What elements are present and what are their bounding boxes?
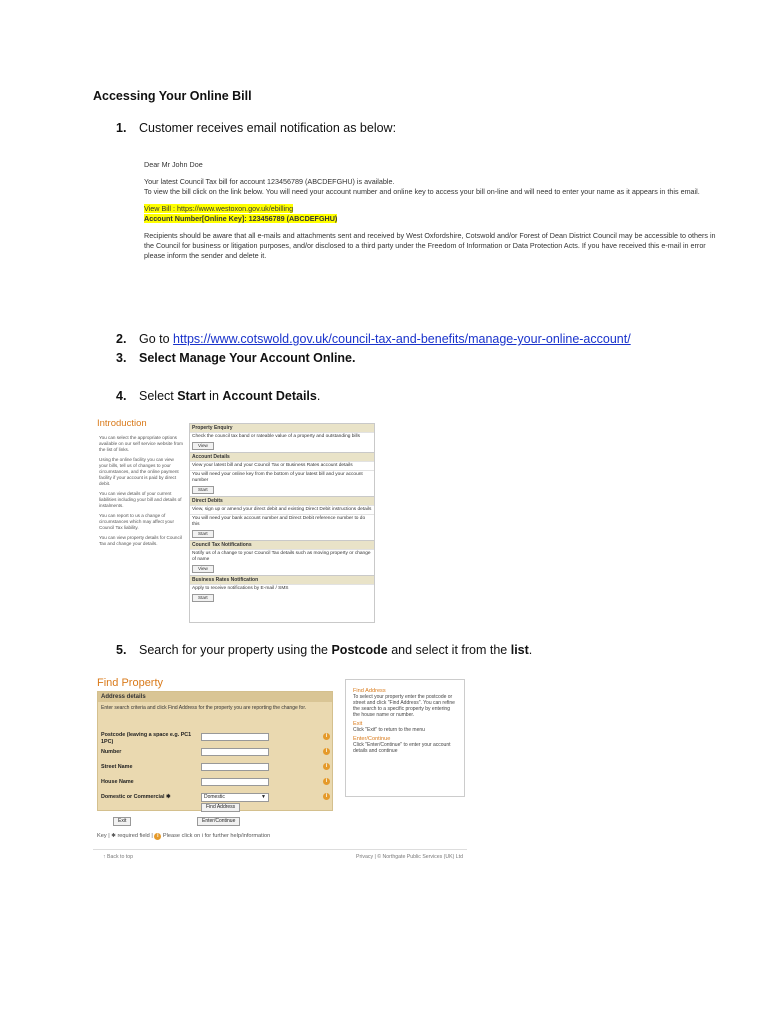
direct-debit-start-button[interactable]: Start: [192, 530, 214, 538]
step-4: [116, 389, 320, 403]
street-name-input[interactable]: [201, 763, 269, 771]
intro-text: [99, 435, 183, 551]
email-disclaimer: Recipients should be aware that all e-mails and attachments sent and received by West Oxfordshire, Cotswold and/or Forest of Dean District Council may be accessible to others in the Council for business or litigation purposes, and/or disclosed to a third party under the Freedom of Information or Data Protection Acts. If you have received this e-mail in error please inform the sender and delete it.: [144, 231, 716, 260]
chevron-down-icon: ▼: [261, 794, 266, 800]
footer: [93, 849, 467, 862]
house-name-input[interactable]: [201, 778, 269, 786]
email-notification: [144, 160, 716, 268]
step-1: [116, 121, 396, 135]
info-icon: i: [154, 833, 161, 840]
step-text: Search for your property using the: [139, 643, 332, 657]
exit-button[interactable]: Exit: [113, 817, 131, 826]
section-row: Apply to receive notifications by E-mail / SMS: [190, 584, 374, 593]
help-heading: Find Address: [353, 688, 386, 694]
key-legend: [97, 833, 270, 840]
page-title: Accessing Your Online Bill: [93, 89, 252, 103]
step-number: 4.: [116, 389, 127, 403]
section-heading: Council Tax Notifications: [190, 540, 374, 549]
intro-paragraph: You can report to us a change of circumstances which may affect your Council Tax liability.: [99, 513, 174, 530]
domestic-commercial-select[interactable]: [201, 793, 269, 802]
find-property-screenshot: [93, 673, 467, 863]
postcode-input[interactable]: [201, 733, 269, 741]
address-form: [97, 691, 333, 811]
section-heading: Property Enquiry: [190, 424, 374, 432]
help-heading: Enter/Continue: [353, 736, 391, 742]
email-view-bill: View Bill : https://www.westoxon.gov.uk/ebilling: [144, 204, 294, 213]
property-view-button[interactable]: View: [192, 442, 214, 450]
step-text: Select Manage Your Account Online.: [139, 351, 356, 365]
step-number: 1.: [116, 121, 127, 135]
step-bold: list: [510, 643, 529, 657]
find-address-button[interactable]: Find Address: [201, 803, 240, 812]
street-name-label: Street Name: [101, 764, 133, 770]
step-number: 3.: [116, 351, 127, 365]
step-text: in: [205, 389, 223, 403]
info-icon[interactable]: i: [323, 733, 330, 740]
step-2: [116, 332, 631, 346]
email-greeting: Dear Mr John Doe: [144, 160, 203, 169]
section-property-enquiry: [190, 424, 374, 452]
intro-title: Introduction: [97, 418, 147, 429]
step-text: .: [316, 389, 321, 403]
postcode-label: Postcode (leaving a space e.g. PC1 1PC): [101, 732, 192, 745]
section-council-tax-notifications: [190, 540, 374, 575]
intro-paragraph: You can select the appropriate options available on our self service website from the list of links.: [99, 435, 184, 452]
key-info-text: Please click on i for further help/information: [161, 833, 271, 839]
domestic-commercial-label: Domestic or Commercial ✱: [101, 794, 171, 800]
account-options-screenshot: [93, 415, 377, 623]
options-panel: [189, 423, 375, 623]
notifications-view-button[interactable]: View: [192, 565, 214, 573]
help-text: Click "Exit" to return to the menu: [353, 727, 425, 733]
select-value: Domestic: [204, 794, 225, 800]
intro-paragraph: You can view details of your current liabilities including your bill and details of instalments.: [99, 491, 182, 508]
step-number: 5.: [116, 643, 127, 657]
number-input[interactable]: [201, 748, 269, 756]
section-row: You will need your online key from the bottom of your latest bill and your account number: [190, 470, 374, 485]
step-bold: Account Details: [222, 389, 317, 403]
section-row: Check the council tax band or rateable value of a property and outstanding bills: [190, 432, 374, 441]
address-description: Enter search criteria and click Find Address for the property you are reporting the change for.: [101, 705, 307, 711]
section-row: Notify us of a change to your Council Tax details such as moving property or change of name: [190, 549, 374, 564]
help-text: Click "Enter/Continue" to enter your account details and continue: [353, 742, 451, 754]
intro-paragraph: Using the online facility you can view your bills, tell us of changes to your circumstances, and the online payment facility if your account is paid by direct debit.: [99, 457, 179, 486]
info-icon[interactable]: i: [323, 748, 330, 755]
step-text: Select: [139, 389, 178, 403]
enter-continue-button[interactable]: Enter/Continue: [197, 817, 240, 826]
back-to-top-link[interactable]: ↑ Back to top: [103, 854, 133, 860]
email-account-number: Account Number[Online Key]: 123456789 (ABCDEFGHU): [144, 214, 338, 223]
email-line-1: Your latest Council Tax bill for account 123456789 (ABCDEFGHU) is available.: [144, 177, 395, 186]
number-label: Number: [101, 749, 122, 755]
key-text: Key | ✱ required field |: [97, 833, 153, 839]
section-business-rates: [190, 575, 374, 604]
step-bold: Start: [177, 389, 206, 403]
intro-paragraph: You can view property details for Council Tax and change your details.: [99, 535, 182, 546]
section-row: You will need your bank account number and Direct Debit reference number to do this: [190, 514, 374, 529]
info-icon[interactable]: i: [323, 793, 330, 800]
section-direct-debits: [190, 496, 374, 540]
step-3: [116, 351, 355, 365]
find-property-title: Find Property: [97, 677, 164, 689]
section-heading: Account Details: [190, 452, 374, 461]
email-line-2: To view the bill click on the link below. You will need your account number and online key to access your bill on-line and will need to enter your name as it appears in this email.: [144, 187, 700, 196]
step-text: and select it from the: [387, 643, 511, 657]
step-text: Customer receives email notification as below:: [139, 121, 397, 135]
section-row: View, sign up or amend your direct debit and existing Direct Debit instructions details: [190, 505, 374, 514]
help-sidebar: [345, 679, 465, 797]
house-name-label: House Name: [101, 779, 134, 785]
info-icon[interactable]: i: [323, 778, 330, 785]
section-account-details: [190, 452, 374, 496]
section-heading: Business Rates Notification: [190, 575, 374, 584]
business-rates-start-button[interactable]: Start: [192, 594, 214, 602]
step-text: Go to: [139, 332, 174, 346]
info-icon[interactable]: i: [323, 763, 330, 770]
account-start-button[interactable]: Start: [192, 486, 214, 494]
step-5: [116, 643, 532, 657]
council-account-link[interactable]: https://www.cotswold.gov.uk/council-tax-and-benefits/manage-your-online-account/: [173, 332, 631, 346]
step-text: .: [528, 643, 533, 657]
step-number: 2.: [116, 332, 127, 346]
help-text: To select your property enter the postcode or street and click "Find Address". You can refine the search to a specific property by entering the house name or number.: [353, 694, 455, 718]
privacy-copyright: Privacy | © Northgate Public Services (UK) Ltd: [356, 854, 463, 860]
step-bold: Postcode: [331, 643, 388, 657]
section-heading: Direct Debits: [190, 496, 374, 505]
section-row: View your latest bill and your Council Tax or Business Rates account details: [190, 461, 374, 470]
help-heading: Exit: [353, 721, 363, 727]
address-details-heading: Address details: [98, 692, 332, 702]
